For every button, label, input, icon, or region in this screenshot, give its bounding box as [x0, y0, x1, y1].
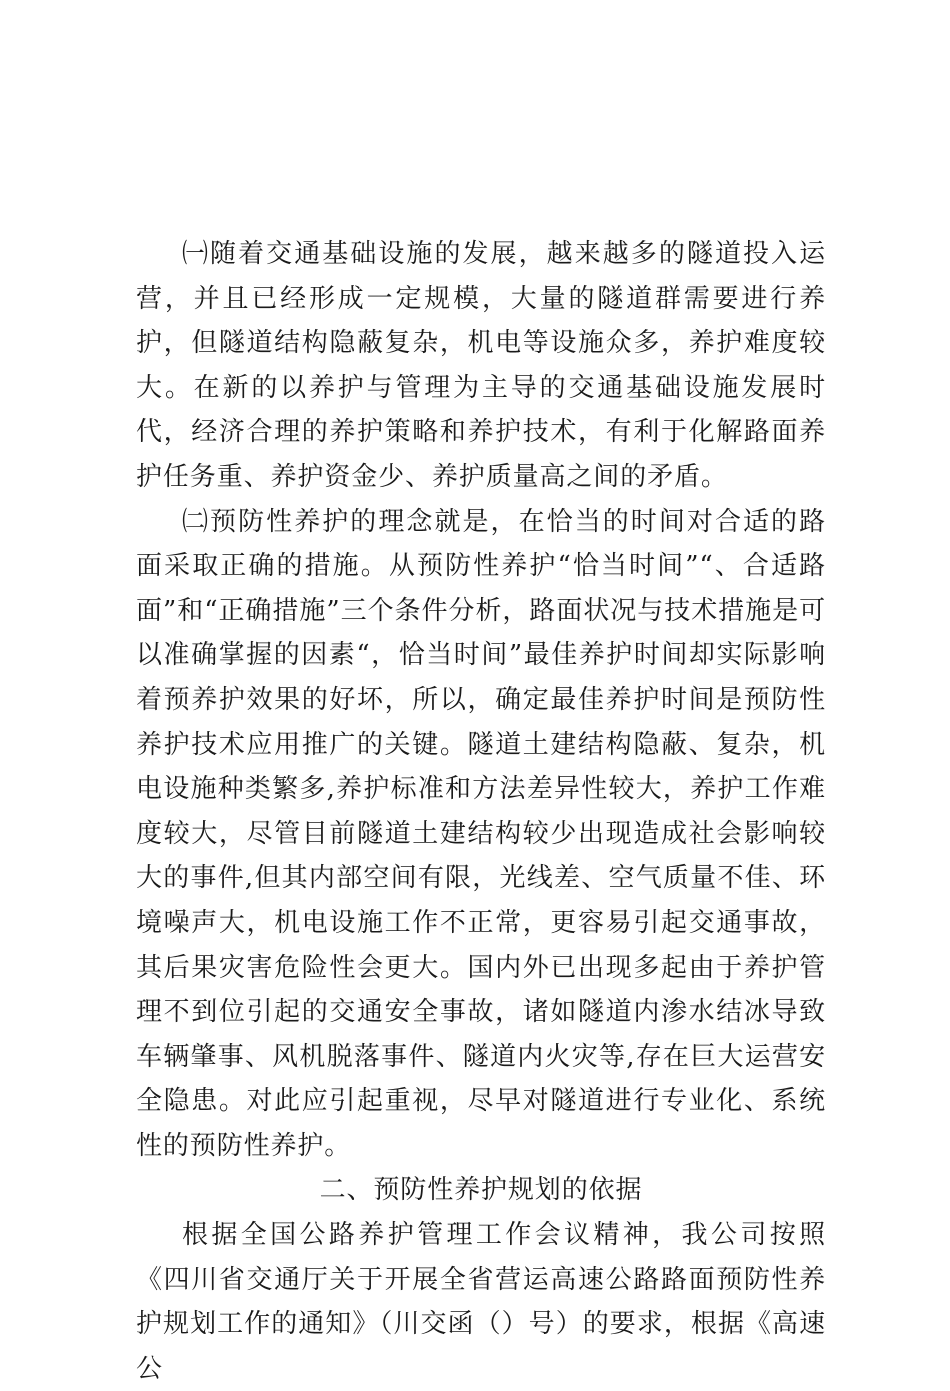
document-page [136, 232, 826, 1391]
paragraph-tunnel-maintenance-background: ㈠随着交通基础设施的发展，越来越多的隧道投入运营，并且已经形成一定规模，大量的隧道群需要进行养护，但隧道结构隐蔽复杂，机电等设施众多，养护难度较大。在新的以养护与管理为主导的交通基础设施发展时代，经济合理的养护策略和养护技术，有利于化解路面养护任务重、养护资金少、养护质量高之间的矛盾。 [136, 239, 826, 492]
section-heading: 二、预防性养护规划的依据 [319, 1175, 643, 1206]
paragraph-preventive-maintenance-concept: ㈡预防性养护的理念就是，在恰当的时间对合适的路面采取正确的措施。从预防性养护“恰当时间”“、合适路面”和“正确措施”三个条件分析，路面状况与技术措施是可以准确掌握的因素“，恰当时间”最佳养护时间却实际影响着预养护效果的好坏，所以，确定最佳养护时间是预防性养护技术应用推广的关键。隧道土建结构隐蔽、复杂，机电设施种类繁多,养护标准和方法差异性较大，养护工作难度较大，尽管目前隧道土建结构较少出现造成社会影响较大的事件,但其内部空间有限，光线差、空气质量不佳、环境噪声大，机电设施工作不正常，更容易引起交通事故，其后果灾害危险性会更大。国内外已出现多起由于养护管理不到位引起的交通安全事故，诸如隧道内渗水结冰导致车辆肇事、风机脱落事件、隧道内火灾等,存在巨大运营安全隐患。对此应引起重视，尽早对隧道进行专业化、系统性的预防性养护。 [136, 506, 826, 1161]
paragraph-planning-basis: 根据全国公路养护管理工作会议精神，我公司按照《四川省交通厅关于开展全省营运高速公路路面预防性养护规划工作的通知》（川交函（）号）的要求，根据《高速公 [136, 1220, 826, 1384]
